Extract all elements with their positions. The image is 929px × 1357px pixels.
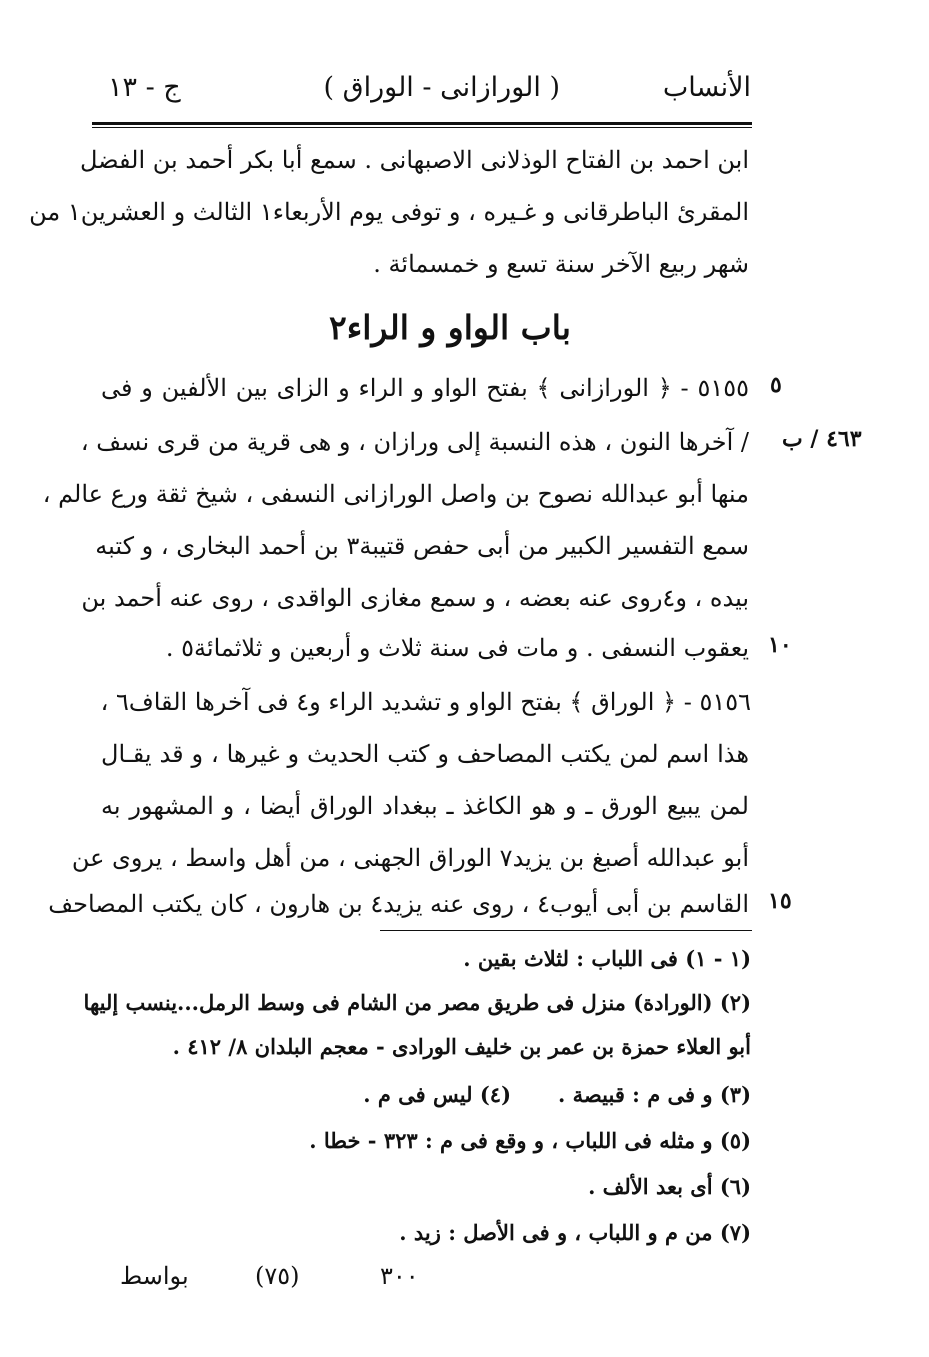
entry2-line-3: لمن يبيع الورق ـ و هو الكاغذ ـ ببغداد الوراق أيضا ، و المشهور به	[101, 792, 749, 820]
line-number-15: ١٥	[768, 888, 792, 914]
body-line-2: المقرئ الباطرقانى و غـيره ، و توفى يوم الأربعاء١ الثالث و العشرين١ من	[29, 198, 749, 226]
body-line-3: شهر ربيع الآخر سنة تسع و خمسمائة .	[373, 250, 749, 278]
footnote-3: (٣) و فى م : قبيصة .	[558, 1082, 751, 1107]
footnote-5: (٥) و مثله فى اللباب ، و وقع فى م : ٣٢٣ - خطا .	[309, 1128, 751, 1153]
line-number-10: ١٠	[768, 632, 792, 658]
footnote-2-continued: أبو العلاء حمزة بن عمر بن خليف الورادى - معجم البلدان ٨/ ٤١٢ .	[172, 1034, 751, 1059]
section-title: ( الورازانى - الوراق )	[323, 72, 560, 103]
folio-marker: ٤٦٣ / ب	[782, 426, 862, 452]
volume-number: ج - ١٣	[108, 72, 181, 103]
header-rule	[92, 122, 752, 125]
catchword: بواسط	[120, 1262, 189, 1290]
entry1-line-2: / آخرها النون ، هذه النسبة إلى ورازان ، و هى قرية من قرى نسف ،	[80, 428, 749, 456]
body-line-1: ابن احمد بن الفتاح الوذلانى الاصبهانى . سمع أبا بكر أحمد بن الفضل	[80, 146, 749, 174]
footnote-6: (٦) أى بعد الألف .	[588, 1174, 751, 1199]
entry1-line-3: منها أبو عبدالله نصوح بن واصل الورازانى النسفى ، شيخ ثقة ورع عالم ،	[42, 480, 749, 508]
entry2-line-1: ٥١٥٦ - ﴿ الوراق ﴾ بفتح الواو و تشديد الراء و٤ فى آخرها القاف٦ ،	[100, 688, 751, 716]
entry2-line-5: القاسم بن أبى أيوب٤ ، روى عنه يزيد٤ بن هارون ، كان يكتب المصاحف	[48, 890, 749, 918]
entry1-line-5: بيده ، و٤روى عنه بعضه ، و سمع مغازى الواقدى ، روى عنه أحمد بن	[81, 584, 749, 612]
running-title: الأنساب	[662, 72, 751, 103]
footnote-rule	[380, 930, 752, 931]
entry1-line-1: ٥١٥٥ - ﴿ الورازانى ﴾ بفتح الواو و الراء و الزاى بين الألفين و فى	[101, 374, 749, 402]
entry1-line-6: يعقوب النسفى . و مات فى سنة ثلاث و أربعين و ثلاثمائة٥ .	[165, 634, 749, 662]
entry1-line-4: سمع التفسير الكبير من أبى حفص قتيبة٣ بن أحمد البخارى ، و كتبه	[95, 532, 749, 560]
chapter-heading: باب الواو و الراء٢	[329, 308, 571, 347]
header-rule-thin	[92, 127, 752, 128]
entry2-line-4: أبو عبدالله أصبغ بن يزيد٧ الوراق الجهنى ، من أهل واسط ، يروى عن	[71, 844, 749, 872]
footnote-1: (١ - ١) فى اللباب : لثلاث بقين .	[463, 946, 751, 971]
footnote-2: (٢) (الورادة) منزل فى طريق مصر من الشام فى وسط الرمل...ينسب إليها	[83, 990, 751, 1015]
footnote-7: (٧) من م و اللباب ، و فى الأصل : زيد .	[399, 1220, 751, 1245]
page-number: ٣٠٠	[380, 1262, 419, 1290]
line-number-5: ٥	[770, 372, 782, 398]
signature-mark: (٧٥)	[255, 1262, 300, 1290]
footnote-4: (٤) ليس فى م .	[363, 1082, 511, 1107]
entry2-line-2: هذا اسم لمن يكتب المصاحف و كتب الحديث و غيرها ، و قد يقـال	[101, 740, 749, 768]
